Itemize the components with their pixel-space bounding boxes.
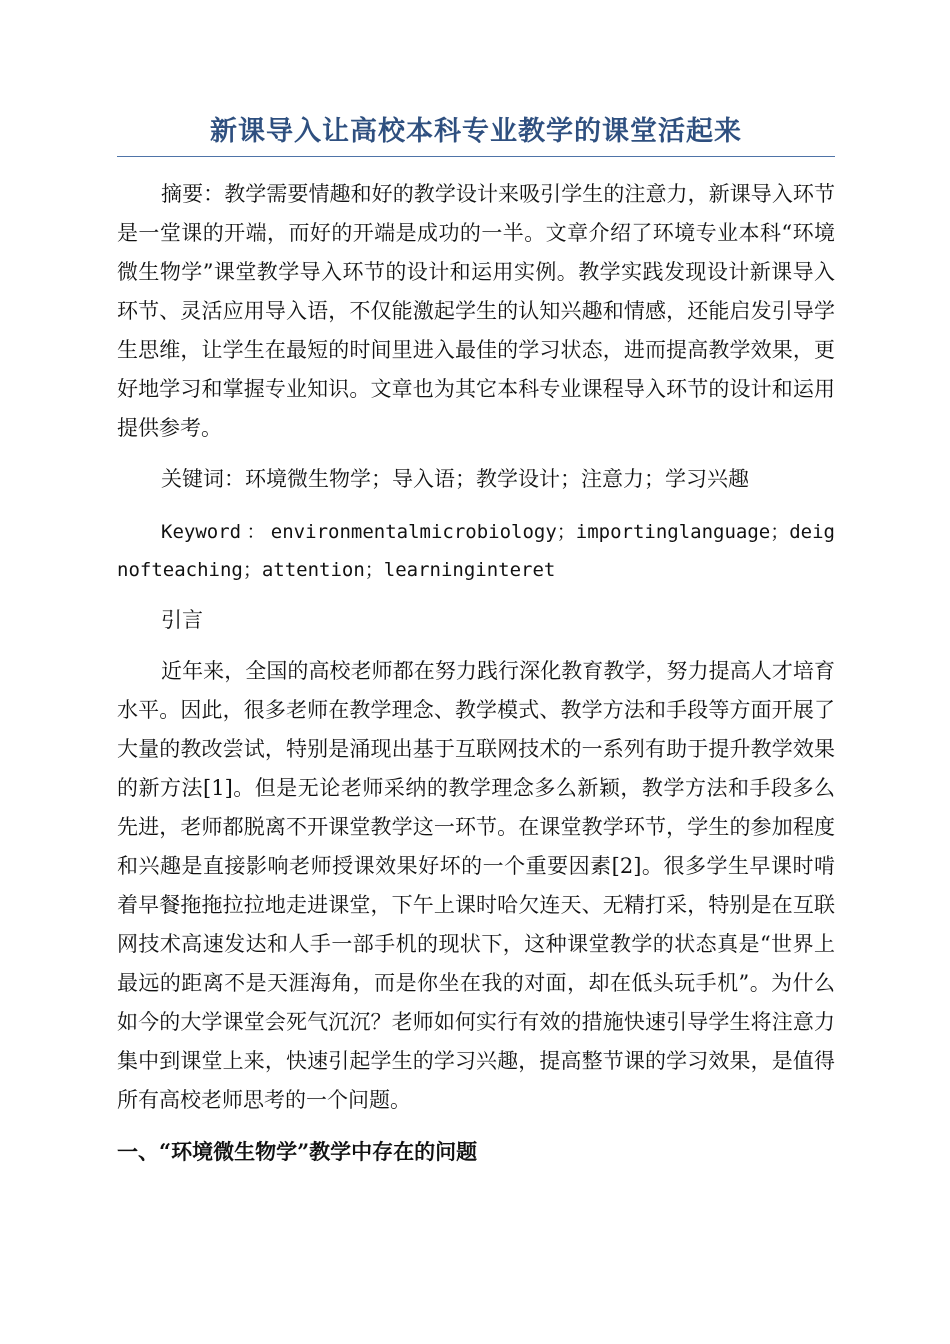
document-page [117,110,835,1171]
abstract-paragraph: 摘要：教学需要情趣和好的教学设计来吸引学生的注意力，新课导入环节是一堂课的开端，而好的开端是成功的一半。文章介绍了环境专业本科“环境微生物学”课堂教学导入环节的设计和运用实例。教学实践发现设计新课导入环节、灵活应用导入语，不仅能激起学生的认知兴趣和情感，还能启发引导学生思维，让学生在最短的时间里进入最佳的学习状态，进而提高教学效果，更好地学习和掌握专业知识。文章也为其它本科专业课程导入环节的设计和运用提供参考。 [117,182,835,440]
introduction-paragraph: 近年来，全国的高校老师都在努力践行深化教育教学，努力提高人才培育水平。因此，很多老师在教学理念、教学模式、教学方法和手段等方面开展了大量的教改尝试，特别是涌现出基于互联网技术的一系列有助于提升教学效果的新方法[1]。但是无论老师采纳的教学理念多么新颖，教学方法和手段多么先进，老师都脱离不开课堂教学这一环节。在课堂教学环节，学生的参加程度和兴趣是直接影响老师授课效果好坏的一个重要因素[2]。很多学生早课时啃着早餐拖拖拉拉地走进课堂，下午上课时哈欠连天、无精打采，特别是在互联网技术高速发达和人手一部手机的现状下，这种课堂教学的状态真是“世界上最远的距离不是天涯海角，而是你坐在我的对面，却在低头玩手机”。为什么如今的大学课堂会死气沉沉？老师如何实行有效的措施快速引导学生将注意力集中到课堂上来，快速引起学生的学习兴趣，提高整节课的学习效果，是值得所有高校老师思考的一个问题。 [117,659,835,1112]
keywords-english: Keyword：environmentalmicrobiology；importinglanguage；deignofteaching；attention；learninginteret [117,521,835,581]
document-title: 新课导入让高校本科专业教学的课堂活起来 [117,110,835,157]
keywords-chinese: 关键词：环境微生物学；导入语；教学设计；注意力；学习兴趣 [161,467,749,491]
section-1-heading: 一、“环境微生物学”教学中存在的问题 [117,1139,478,1164]
introduction-heading: 引言 [161,608,203,632]
